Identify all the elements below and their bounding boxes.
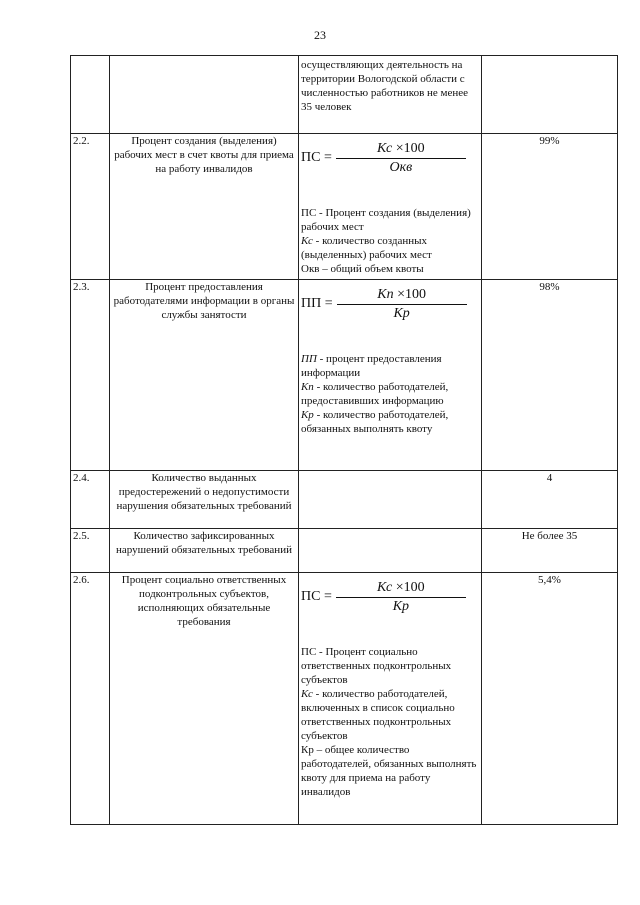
indicator-name: Процент социально ответственных подконтрольных субъектов, исполняющих обязательные требования (110, 573, 299, 825)
method-cell (299, 134, 482, 280)
target-value: 5,4% (482, 573, 618, 825)
page-number: 23 (314, 28, 326, 42)
formula-numerator-var: Кс (377, 579, 393, 595)
legend-line: ПС - Процент создания (выделения) рабочих мест (301, 207, 471, 233)
table-row (71, 529, 618, 573)
formula-denominator: Кр (392, 598, 409, 614)
formula-legend (301, 352, 479, 436)
row-number: 2.5. (71, 529, 110, 573)
method-cell (299, 573, 482, 825)
formula (301, 575, 479, 619)
row-number: 2.6. (71, 573, 110, 825)
legend-line: Окв – общий объем квоты (301, 263, 424, 275)
method-cell (299, 56, 482, 134)
indicator-name: Процент предоставления работодателями информации в органы службы занятости (110, 280, 299, 471)
table-row (71, 56, 618, 134)
legend-line: Кр - количество работодателей, обязанных выполнять квоту (301, 409, 449, 435)
row-number: 2.3. (71, 280, 110, 471)
target-value: 4 (482, 471, 618, 529)
formula (301, 136, 479, 180)
indicators-table (70, 55, 618, 825)
legend-line: ПС - Процент социально ответственных подконтрольных субъектов (301, 646, 452, 686)
formula-numerator-var: Кс (377, 140, 393, 156)
table-row (71, 471, 618, 529)
value-cell (482, 56, 618, 134)
method-cell (299, 471, 482, 529)
formula-numerator-var: Кп (377, 286, 394, 302)
legend-line: Кс - количество работодателей, включенных в список социально ответственных подконтрольных субъектов (301, 688, 455, 742)
method-text: осуществляющих деятельность на территории Вологодской области с численностью работников не менее 35 человек (301, 59, 469, 113)
indicator-name: Процент создания (выделения) рабочих мест в счет квоты для приема на работу инвалидов (110, 134, 299, 280)
legend-line: Кп - количество работодателей, предоставивших информацию (301, 381, 449, 407)
method-cell (299, 529, 482, 573)
formula-legend (301, 645, 479, 799)
row-number: 2.2. (71, 134, 110, 280)
formula-numerator-rest: ×100 (392, 579, 425, 595)
indicator-name: Количество выданных предостережений о недопустимости нарушения обязательных требований (110, 471, 299, 529)
table-row (71, 573, 618, 825)
formula-denominator: Окв (389, 159, 413, 175)
target-value: 99% (482, 134, 618, 280)
target-value: 98% (482, 280, 618, 471)
formula-numerator-rest: ×100 (392, 140, 425, 156)
formula (301, 282, 479, 326)
table-row (71, 280, 618, 471)
row-number-cell (71, 56, 110, 134)
legend-line: Кс - количество созданных (выделенных) рабочих мест (301, 235, 432, 261)
table-row (71, 134, 618, 280)
method-cell (299, 280, 482, 471)
formula-denominator: Кр (393, 305, 410, 321)
legend-line: ПП - процент предоставления информации (301, 353, 442, 379)
target-value: Не более 35 (482, 529, 618, 573)
row-number: 2.4. (71, 471, 110, 529)
formula-lhs: ПС = (301, 589, 332, 604)
indicator-name: Количество зафиксированных нарушений обязательных требований (110, 529, 299, 573)
formula-lhs: ПП = (301, 296, 333, 311)
formula-legend (301, 206, 479, 276)
formula-numerator-rest: ×100 (393, 286, 426, 302)
formula-lhs: ПС = (301, 150, 332, 165)
indicator-name-cell (110, 56, 299, 134)
legend-line: Кр – общее количество работодателей, обязанных выполнять квоту для приема на работу инвалидов (301, 744, 477, 798)
